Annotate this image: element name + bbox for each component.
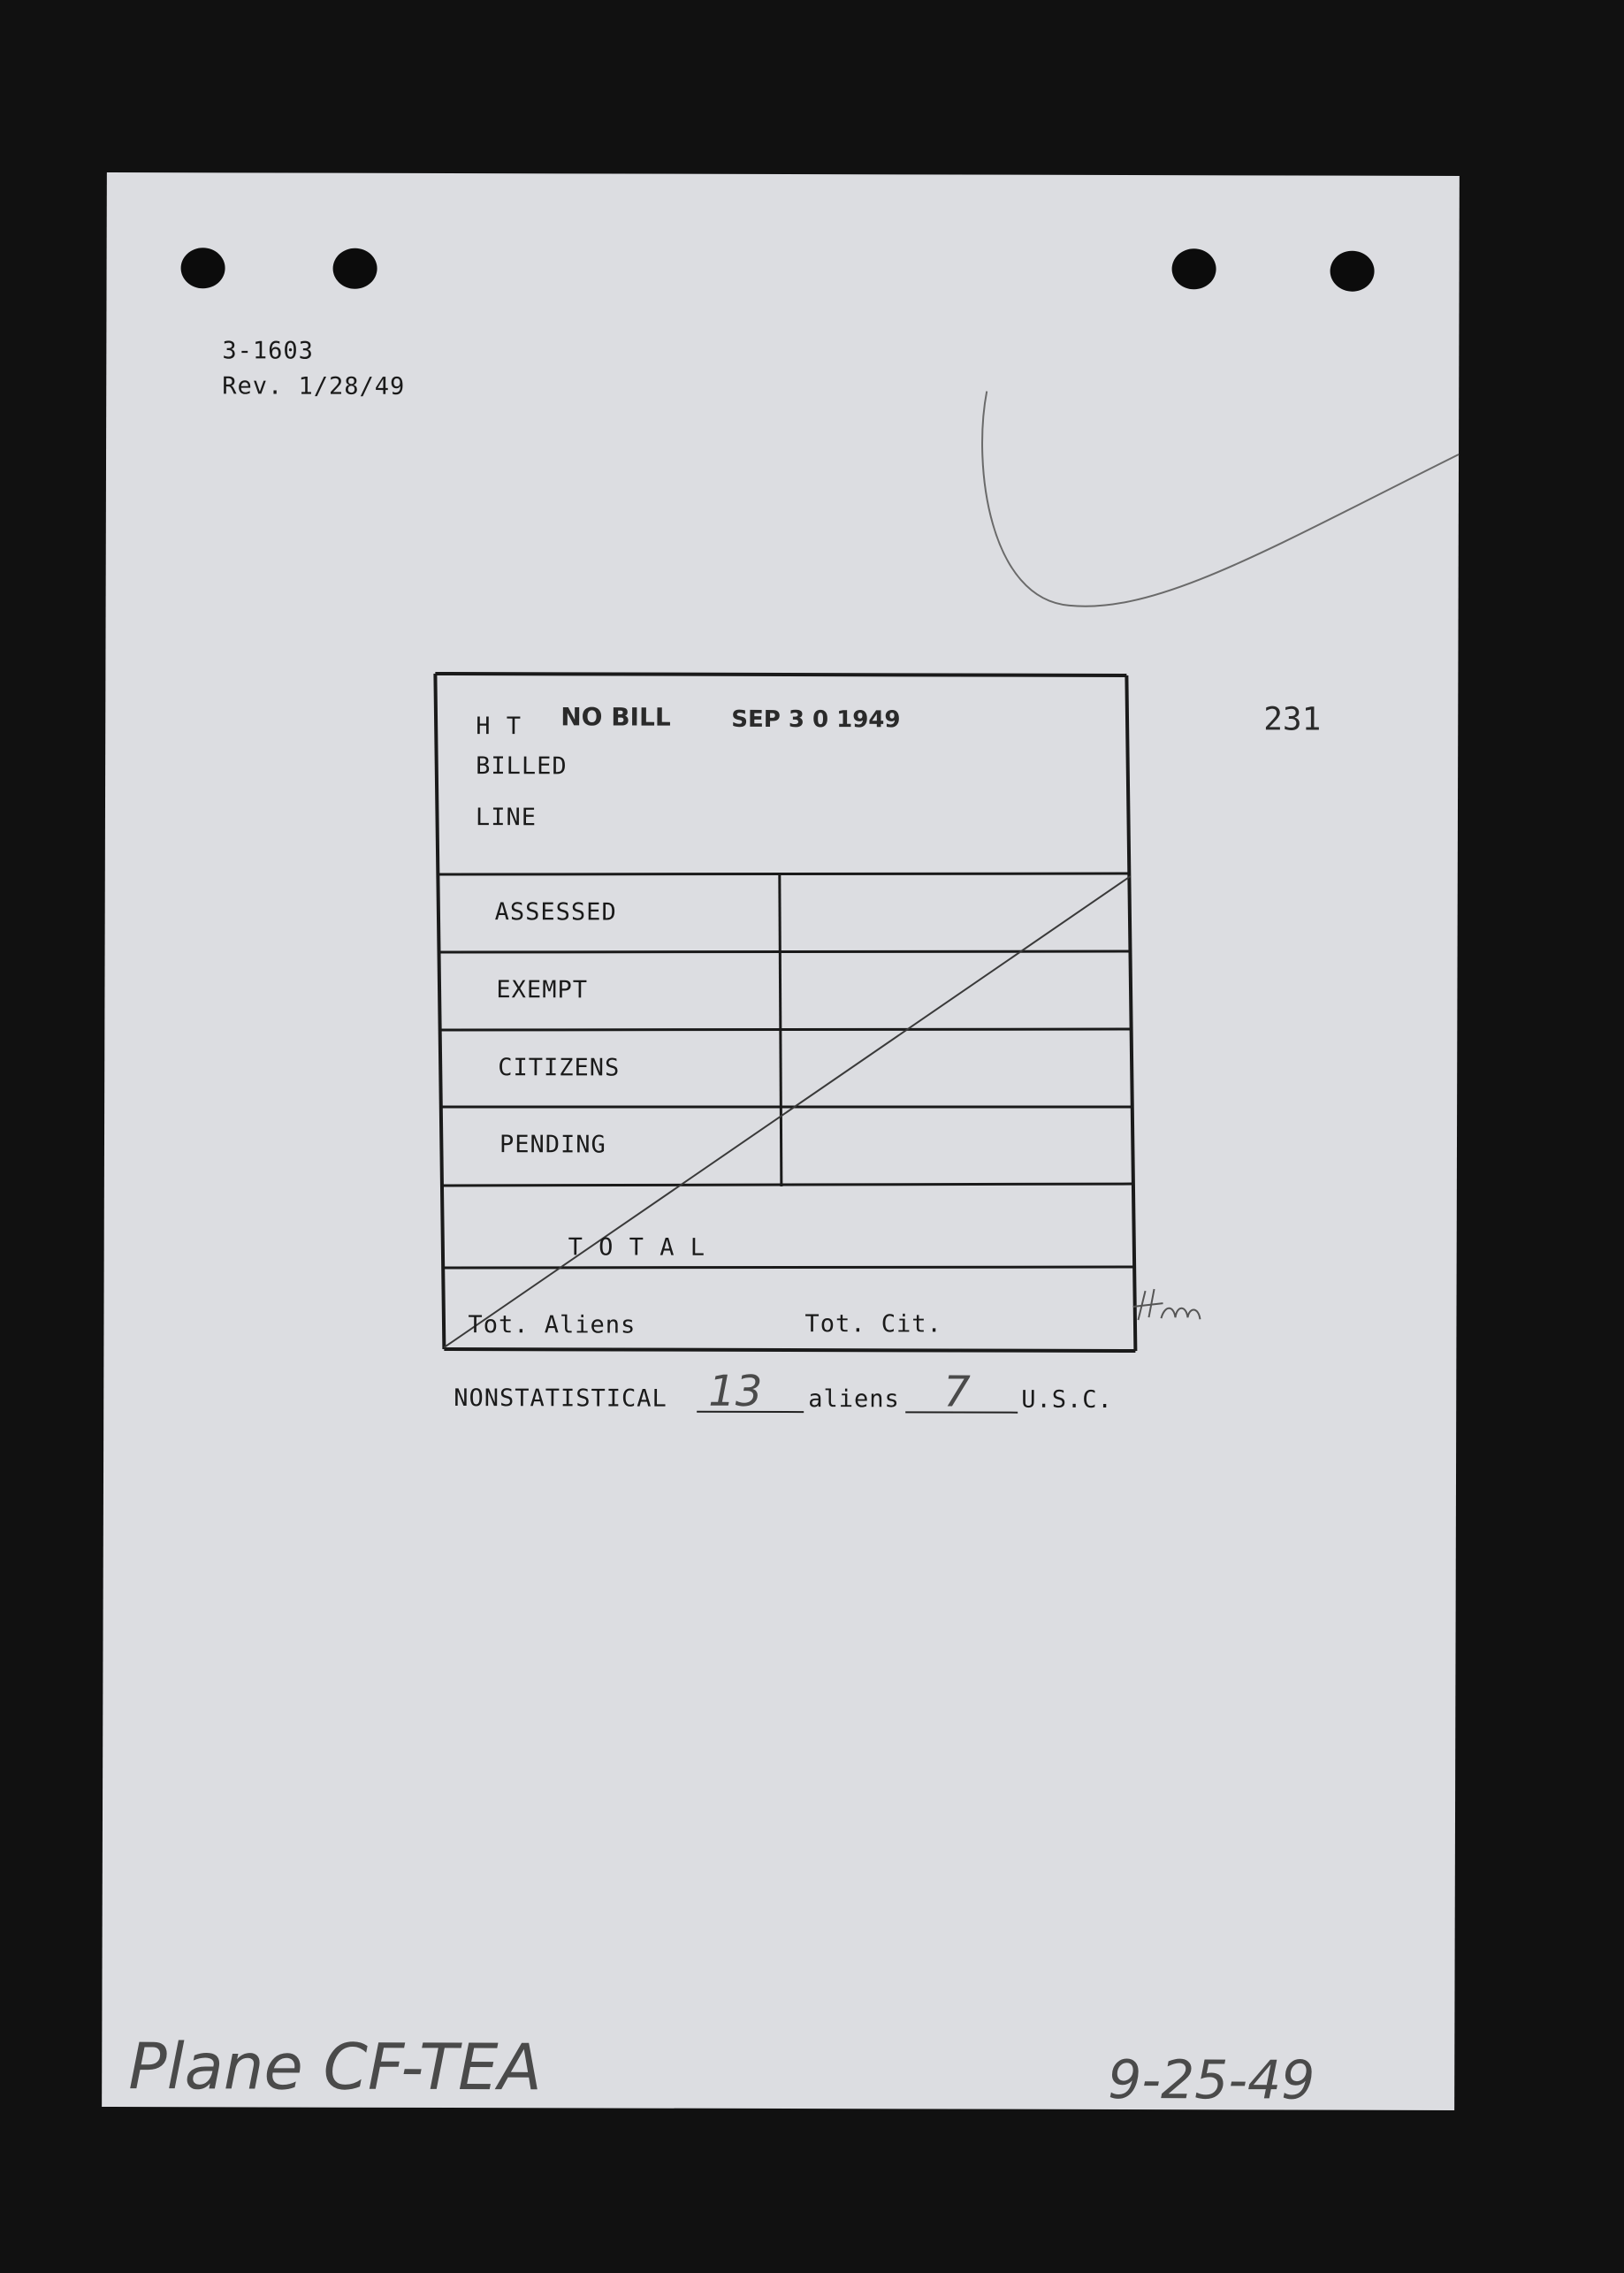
row-label-exempt: EXEMPT [496,976,589,1004]
total-label: T O T A L [568,1233,706,1262]
usc-count: 7 [943,1367,971,1417]
form-number: 3-1603 [222,337,314,365]
nonstatistical-label: NONSTATISTICAL [454,1384,667,1413]
aliens-count: 13 [708,1366,763,1416]
date-stamp: SEP 3 0 1949 [731,706,901,734]
document-sheet [102,172,1460,2110]
sheet-number: 231 [1263,701,1322,738]
total-citizens-label: Tot. Cit. [804,1310,942,1339]
aliens-label: aliens [808,1385,900,1414]
no-bill-stamp: NO BILL [560,702,671,732]
total-aliens-label: Tot. Aliens [468,1311,637,1339]
line-label: LINE [475,804,538,832]
form-revision: Rev. 1/28/49 [222,372,406,400]
handwritten-date: 9-25-49 [1108,2048,1315,2112]
handwritten-plane: Plane CF-TEA [128,2029,542,2105]
billed-label: BILLED [476,752,568,781]
initials-mark [102,172,1460,2110]
usc-label: U.S.C. [1021,1385,1113,1414]
row-label-pending: PENDING [499,1131,606,1159]
ht-label: H T [476,713,522,741]
row-label-citizens: CITIZENS [498,1054,621,1082]
row-label-assessed: ASSESSED [494,898,617,927]
